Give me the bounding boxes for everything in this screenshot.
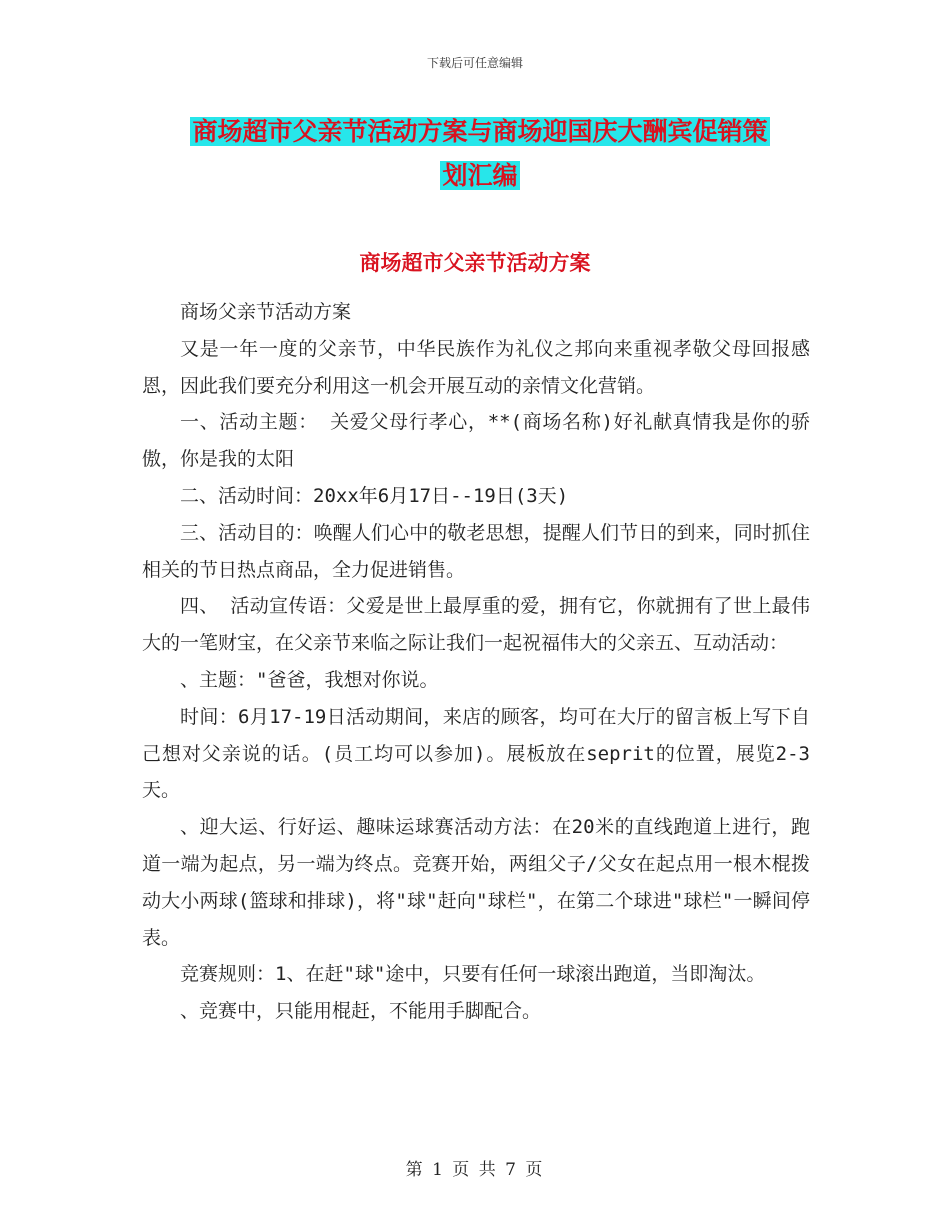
paragraph: 、迎大运、行好运、趣味运球赛活动方法：在20米的直线跑道上进行，跑道一端为起点，另一端为终点。竞赛开始，两组父子/父女在起点用一根木棍拨动大小两球(篮球和排球)，将"球"赶向"球栏"，在第二个球进"球栏"一瞬间停表。 [142,816,810,949]
document-title-line-2: 划汇编 [442,161,518,190]
paragraph: 四、 活动宣传语：父爱是世上最厚重的爱，拥有它，你就拥有了世上最伟大的一笔财宝，在父亲节来临之际让我们一起祝福伟大的父亲五、互动活动： [142,595,810,655]
document-body [142,294,810,1030]
paragraph: 三、活动目的：唤醒人们心中的敬老思想，提醒人们节日的到来，同时抓住相关的节日热点商品，全力促进销售。 [142,521,810,581]
paragraph: 二、活动时间：20xx年6月17日--19日(3天) [180,484,569,507]
paragraph: 、竞赛中，只能用棍赶，不能用手脚配合。 [180,1000,542,1023]
section-title: 商场超市父亲节活动方案 [359,251,591,275]
page-number: 第 1 页 共 7 页 [405,1160,545,1180]
document-title-line-1: 商场超市父亲节活动方案与商场迎国庆大酬宾促销策 [192,117,768,146]
paragraph: 、主题："爸爸，我想对你说。 [180,668,439,691]
page-header: 下载后可任意编辑 [426,56,523,70]
paragraph: 一、活动主题： 关爱父母行孝心，**(商场名称)好礼献真情我是你的骄傲，你是我的太阳 [142,411,810,471]
paragraph: 竞赛规则：1、在赶"球"途中，只要有任何一球滚出跑道，当即淘汰。 [180,963,766,986]
paragraph: 时间：6月17-19日活动期间，来店的顾客，均可在大厅的留言板上写下自己想对父亲说的话。(员工均可以参加)。展板放在seprit的位置，展览2-3天。 [142,705,810,802]
paragraph: 又是一年一度的父亲节，中华民族作为礼仪之邦向来重视孝敬父母回报感恩，因此我们要充分利用这一机会开展互动的亲情文化营销。 [142,337,810,397]
paragraph: 商场父亲节活动方案 [180,301,352,323]
document-title [140,110,820,198]
